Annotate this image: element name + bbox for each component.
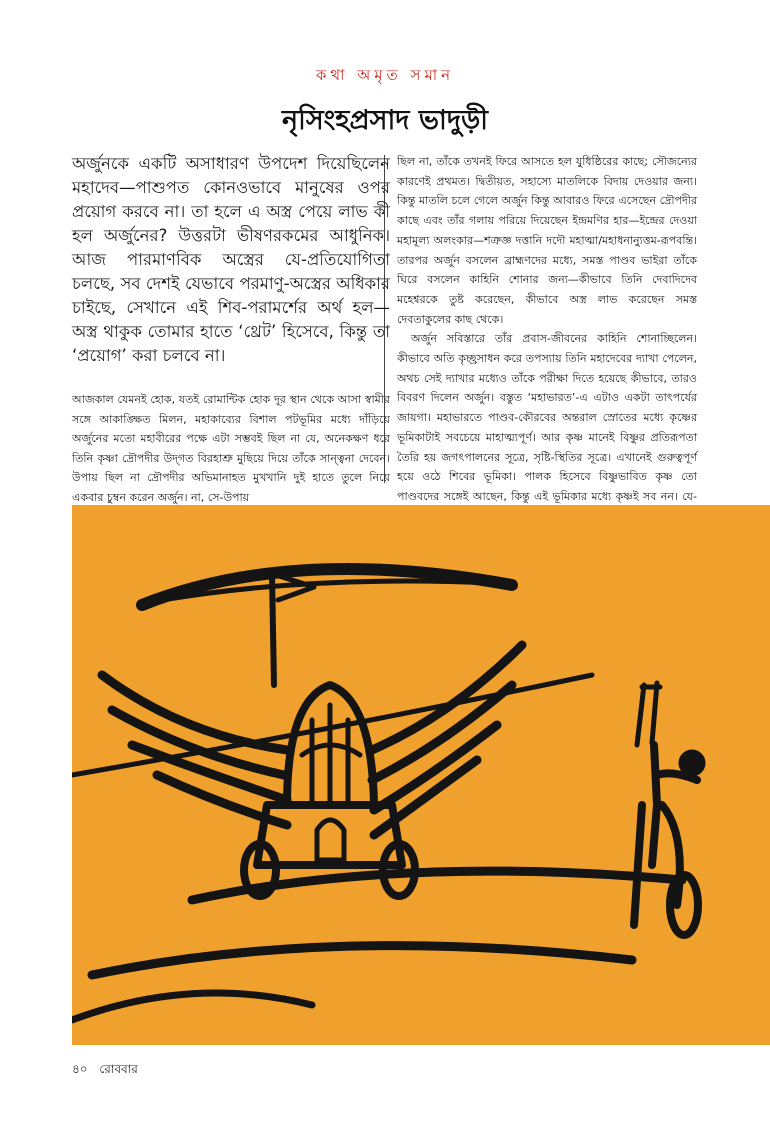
section-title: কথা অমৃত সমান [315,66,455,84]
body-paragraph: অর্জুন সবিস্তারে তাঁর প্রবাস-জীবনের কাহিনি শোনাচ্ছিলেন। কীভাবে অতি কৃচ্ছ্রসাধন করে তপস্যায় তিনি মহাদেবের দ্যাখা পেলেন, অথচ সেই দ্যাখার মধ্যেও তাঁকে পরীক্ষা দিতে হয়েছে কীভাবে, তারও বিবরণ দিলেন অর্জুন। বস্তুত ‘মহাভারত’-এ এটাও একটা তাৎপর্যের জায়গা। মহাভারতে পাণ্ডব-কৌরবের অন্তরাল স্রোতের মধ্যে কৃষ্ণের ভূমিকাটাই সবচেয়ে মাহাত্ম্যপূর্ণ। আর কৃষ্ণ মানেই বিষ্ণুর প্রতিরূপতা তৈরি হয় জগৎপালনের সূত্রে, সৃষ্টি-স্থিতির সূত্রে। এখানেই গুরুত্বপূর্ণ হয়ে ওঠে শিবের ভূমিকা। পালক হিসেবে বিষ্ণুভাবিত কৃষ্ণ তো পাণ্ডবদের সঙ্গেই আছেন, কিন্তু এই ভূমিকার মধ্যে কৃষ্ণই সব নন। যে- [397,332,697,503]
left-column [72,152,390,507]
body-paragraph: আজকাল যেমনই হোক, যতই রোমান্টিক হোক দূর স্থান থেকে আসা স্বামীর সঙ্গে আকাঙ্ক্ষিত মিলন, মহাকাব্যের বিশাল পটভূমির মধ্যে দাঁড়িয়ে অর্জুনের মতো মহাবীরের পক্ষে এটা সম্ভবই ছিল না যে, অনেকক্ষণ ধরে তিনি কৃষ্ণা দ্রৌপদীর উদ্‌গত বিরহাশ্রু মুছিয়ে দিয়ে তাঁকে সান্ত্বনা দেবেন। উপায় ছিল না দ্রৌপদীর অভিমানাহত মুখখানি দুই হাতে তুলে নিয়ে একবার চুম্বন করেন অর্জুন। না, সে-উপায় [72,393,390,504]
page-number: ৪০ [72,1062,88,1076]
hill-line [92,946,632,975]
left-wing [102,675,287,825]
hill-line [72,993,312,1020]
chariot-illustration [72,505,770,1045]
author-name: নৃসিংহপ্রসাদ ভাদুড়ী [281,105,489,136]
illustration [72,505,770,1045]
right-column [397,152,697,526]
publication-name: রোববার [99,1062,138,1076]
lead-paragraph: অর্জুনকে একটি অসাধারণ উপদেশ দিয়েছিলেন মহাদেব—পাশুপত কোনওভাবে মানুষের ওপর প্রয়োগ করবে না। তা হলে এ অস্ত্র পেয়ে লাভ কী হল অর্জুনের? উত্তরটা ভীষণরকমের আধুনিক। আজ পারমাণবিক অস্ত্রের যে-প্রতিযোগিতা চলছে, সব দেশই যেভাবে পরমাণু-অস্ত্রের অধিকার চাইছে, সেখানে এই শিব-পরামর্শের অর্থ হল—অস্ত্র থাকুক তোমার হাতে ‘থ্রেট’ হিসেবে, কিন্তু তা ‘প্রয়োগ’ করা চলবে না। [72,154,390,365]
page-footer [72,1061,138,1081]
rotor-blade [142,569,512,605]
body-paragraph: ছিল না, তাঁকে তখনই ফিরে আসতে হল যুধিষ্ঠিরের কাছে; সৌজন্যের কারণেই প্রথমত। দ্বিতীয়ত, সহাস্যে মাতলিকে বিদায় দেওয়ার জন্য। কিন্তু মাতলি চলে গেলে অর্জুন কিন্তু আবারও ফিরে এসেছেন দ্রৌপদীর কাছে এবং তাঁর গলায় পরিয়ে দিয়েছেন ইন্দ্রমণির হার—ইন্দ্রের দেওয়া মহামূল্য অলংকার—শত্রুজ্ঞ দত্তানি দদৌ মহাত্মা/মহাধনান্যুত্তম-রূপবন্তি। তারপর অর্জুন বসলেন ব্রাহ্মণদের মধ্যে, সমস্ত পাণ্ডব ভাইরা তাঁকে ঘিরে বসলেন কাহিনি শোনার জন্য—কীভাবে তিনি দেবাদিদেব মহেশ্বরকে তুষ্ট করেছেন, কীভাবে অস্ত্র লাভ করেছেন সমস্ত দেবতাকুলের কাছ থেকে। [397,155,697,326]
flag-pole [272,575,274,685]
